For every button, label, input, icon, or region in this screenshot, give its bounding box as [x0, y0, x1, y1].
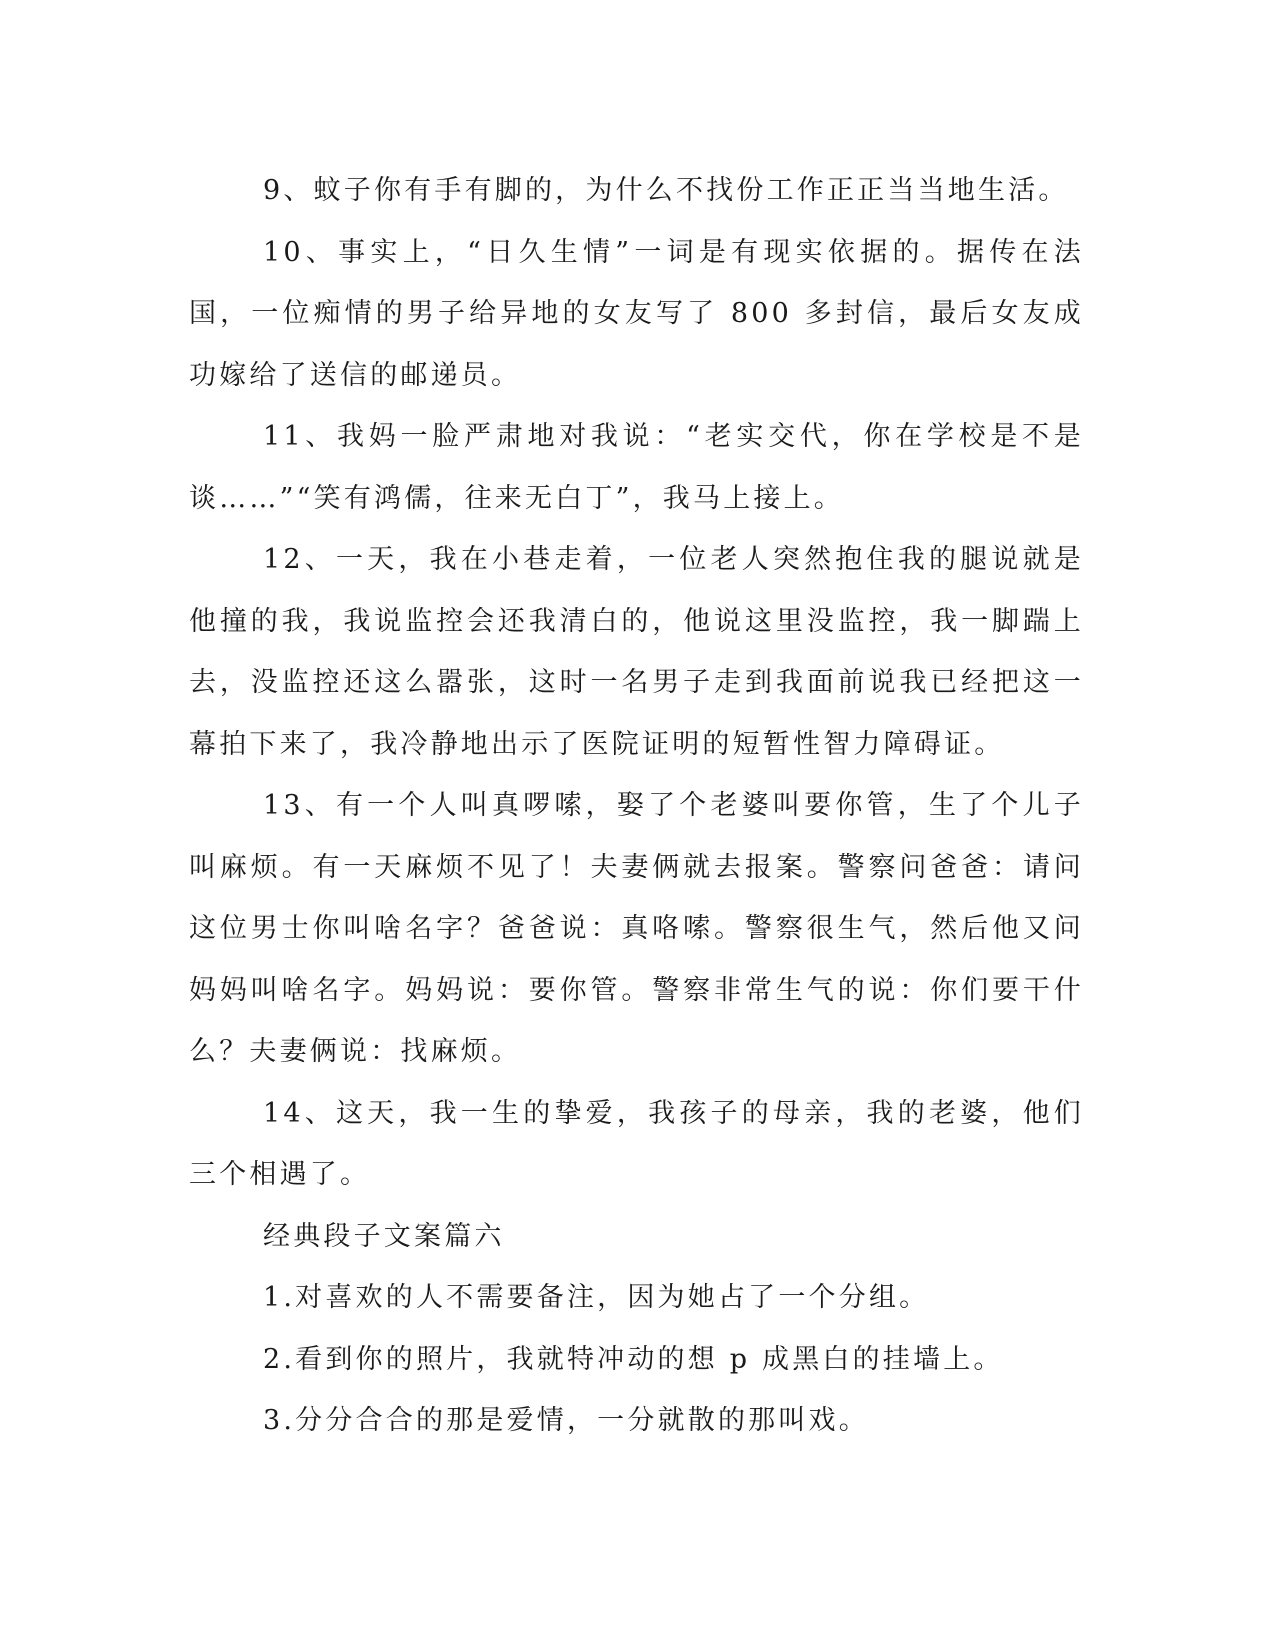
paragraph-13: 13、有一个人叫真啰嗦，娶了个老婆叫要你管，生了个儿子叫麻烦。有一天麻烦不见了！夫妻俩就去报案。警察问爸爸：请问这位男士你叫啥名字？爸爸说：真咯嗦。警察很生气，然后他又问妈妈叫啥名字。妈妈说：要你管。警察非常生气的说：你们要干什么？夫妻俩说：找麻烦。 [189, 790, 1084, 1067]
document-body [189, 160, 1084, 1452]
paragraph-14: 14、这天，我一生的挚爱，我孩子的母亲，我的老婆，他们三个相遇了。 [189, 1097, 1084, 1190]
paragraph-12: 12、一天，我在小巷走着，一位老人突然抱住我的腿说就是他撞的我，我说监控会还我清白的，他说这里没监控，我一脚踹上去，没监控还这么嚣张，这时一名男子走到我面前说我已经把这一幕拍下来了，我冷静地出示了医院证明的短暂性智力障碍证。 [189, 544, 1084, 760]
list-item-3: 3.分分合合的那是爱情，一分就散的那叫戏。 [263, 1405, 869, 1436]
paragraph-11: 11、我妈一脸严肃地对我说：“老实交代，你在学校是不是谈……”“笑有鸿儒，往来无白丁”，我马上接上。 [189, 421, 1084, 514]
section-heading: 经典段子文案篇六 [263, 1220, 505, 1252]
paragraph-10: 10、事实上，“日久生情”一词是有现实依据的。据传在法国，一位痴情的男子给异地的女友写了 800 多封信，最后女友成功嫁给了送信的邮递员。 [189, 236, 1084, 391]
list-item-2: 2.看到你的照片，我就特冲动的想 p 成黑白的挂墙上。 [263, 1343, 1004, 1375]
list-item-1: 1.对喜欢的人不需要备注，因为她占了一个分组。 [263, 1282, 930, 1313]
paragraph-9: 9、蚊子你有手有脚的，为什么不找份工作正正当当地生活。 [263, 175, 1069, 206]
